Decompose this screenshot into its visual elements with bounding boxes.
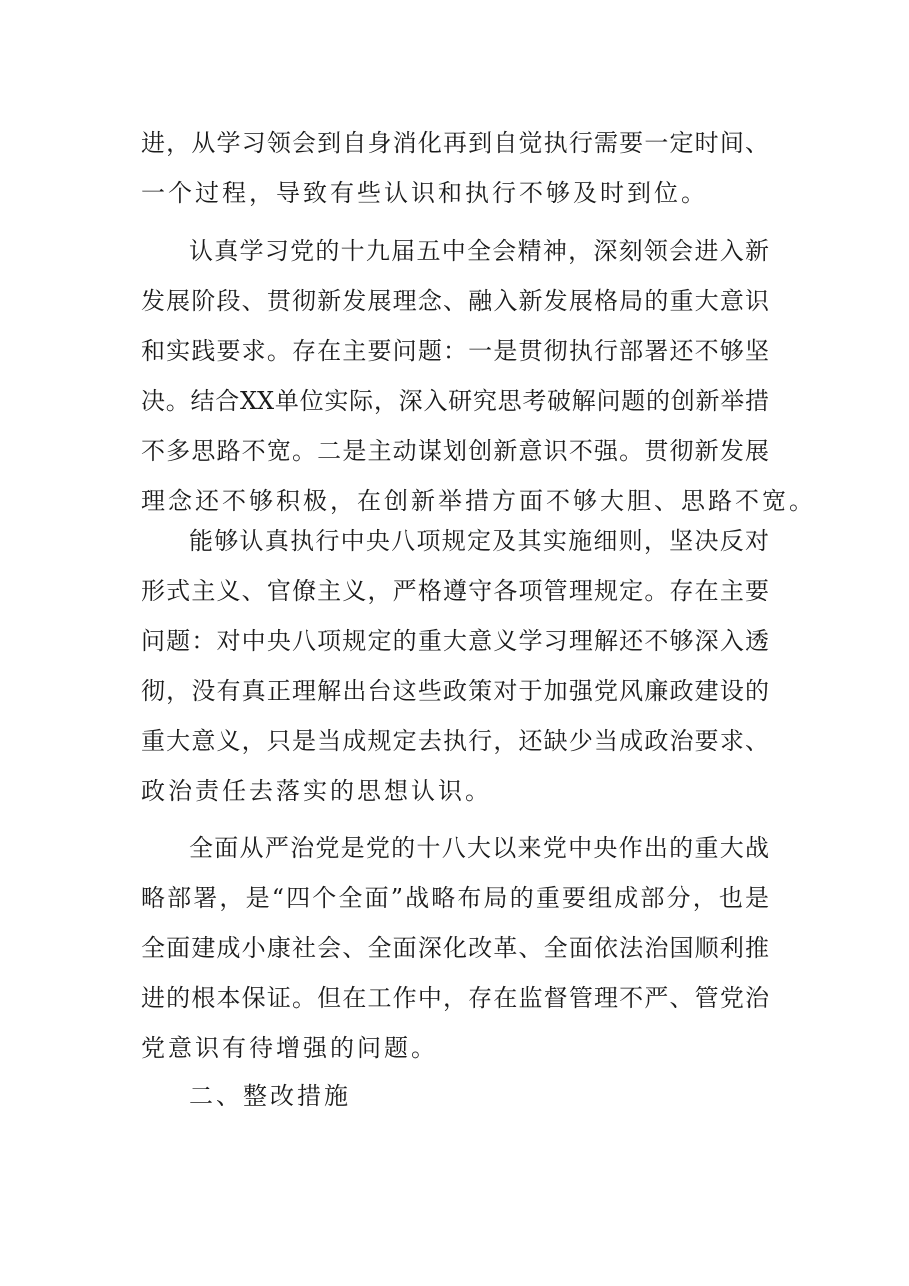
text-line: 彻，没有真正理解出台这些政策对于加强党风廉政建设的 (141, 677, 769, 705)
text-line: 问题：对中央八项规定的重大意义学习理解还不够深入透 (141, 627, 769, 655)
text-line: 和实践要求。存在主要问题：一是贯彻执行部署还不够坚 (141, 337, 769, 365)
text-line: 政治责任去落实的思想认识。 (141, 777, 492, 805)
paragraph-study (141, 226, 816, 526)
section-heading-rectification (141, 1071, 769, 1121)
text-line: 发展阶段、贯彻新发展理念、融入新发展格局的重大意识 (141, 287, 769, 315)
text-line: 认真学习党的十九届五中全会精神，深刻领会进入新 (189, 237, 769, 265)
text-line: 全面从严治党是党的十八大以来党中央作出的重大战 (189, 834, 769, 862)
paragraph-strict-governance (141, 823, 769, 1073)
text-line: 形式主义、官僚主义，严格遵守各项管理规定。存在主要 (141, 577, 769, 605)
text-line: 一个过程，导致有些认识和执行不够及时到位。 (141, 179, 708, 207)
text-line: 不多思路不宽。二是主动谋划创新意识不强。贯彻新发展 (141, 437, 769, 465)
text-line: 进，从学习领会到自身消化再到自觉执行需要一定时间、 (141, 129, 769, 157)
text-line: 理念还不够积极，在创新举措方面不够大胆、思路不宽。 (141, 487, 816, 515)
text-line: 全面建成小康社会、全面深化改革、全面依法治国顺利推 (141, 934, 769, 962)
text-line: 进的根本保证。但在工作中，存在监督管理不严、管党治 (141, 984, 769, 1012)
text-line: 党意识有待增强的问题。 (141, 1034, 438, 1062)
text-line: 重大意义，只是当成规定去执行，还缺少当成政治要求、 (141, 727, 769, 755)
text-line: 略部署，是“四个全面”战略布局的重要组成部分，也是 (141, 884, 769, 912)
paragraph-continuation (141, 118, 769, 218)
section-heading-text: 二、整改措施 (189, 1082, 351, 1110)
paragraph-eight-rules (141, 516, 769, 816)
text-line: 能够认真执行中央八项规定及其实施细则，坚决反对 (189, 527, 769, 555)
text-line: 决。结合XX单位实际，深入研究思考破解问题的创新举措 (141, 387, 769, 415)
